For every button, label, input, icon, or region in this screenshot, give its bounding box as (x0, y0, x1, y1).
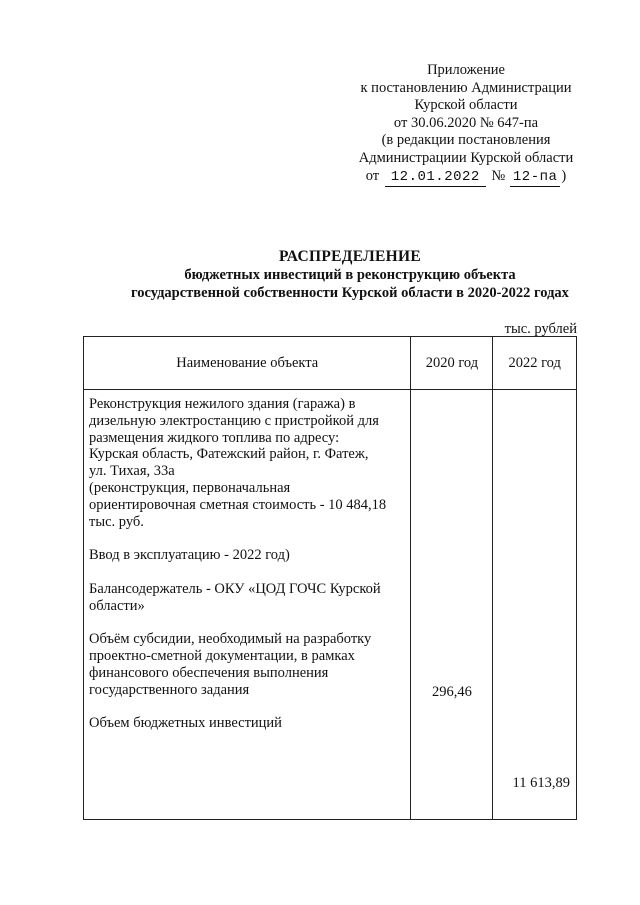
title-main: РАСПРЕДЕЛЕНИЕ (279, 248, 421, 265)
subsidy-line: Объём субсидии, необходимый на разработку (89, 631, 372, 648)
holder-line: области» (89, 597, 145, 614)
table-row (84, 390, 577, 820)
amendment-number: 12-па (510, 169, 561, 188)
description-line: Реконструкция нежилого здания (гаража) в (89, 396, 356, 412)
appendix-line-4: от 30.06.2020 № 647-па (393, 114, 539, 131)
appendix-line-2: к постановлению Администрации (360, 79, 572, 96)
units-label: тыс. рублей (504, 321, 577, 337)
value-2022: 11 613,89 (512, 775, 570, 791)
commissioning-line: Ввод в эксплуатацию - 2022 год) (89, 547, 290, 564)
subsidy-line: проектно-сметной документации, в рамках (89, 647, 355, 664)
appendix-line-6: Администрациии Курской области (358, 149, 574, 166)
document-title (60, 248, 640, 302)
header-object-name: Наименование объекта (84, 337, 411, 390)
appendix-line-1: Приложение (427, 62, 505, 78)
appendix-line-5: (в редакции постановления (381, 132, 551, 149)
holder-line: Балансодержатель - ОКУ «ЦОД ГОЧС Курской (89, 580, 381, 597)
appendix-header (340, 62, 592, 187)
description-line: (реконструкция, первоначальная (89, 479, 291, 496)
subsidy-line: государственного задания (89, 681, 250, 698)
description-line: Курская область, Фатежский район, г. Фатеж, (89, 446, 369, 463)
title-sub-2: государственной собственности Курской области в 2020-2022 годах (131, 285, 569, 301)
from-label: от (365, 167, 380, 184)
header-2022: 2022 год (493, 337, 577, 390)
description-line: ориентировочная сметная стоимость - 10 484,18 (89, 496, 387, 513)
value-2020: 296,46 (431, 684, 472, 700)
title-sub-1: бюджетных инвестиций в реконструкцию объекта (184, 267, 516, 283)
value-2020-cell (411, 390, 493, 820)
header-2020: 2020 год (411, 337, 493, 390)
investment-label: Объем бюджетных инвестиций (89, 715, 282, 732)
appendix-amendment-line (340, 168, 592, 188)
amendment-date: 12.01.2022 (385, 169, 486, 188)
number-label: № (491, 167, 506, 184)
appendix-line-3: Курской области (414, 97, 518, 114)
description-line: тыс. руб. (89, 513, 144, 530)
description-line: ул. Тихая, 33а (89, 463, 175, 480)
description-line: размещения жидкого топлива по адресу: (89, 429, 340, 446)
table-header-row (84, 337, 577, 390)
object-description-cell (84, 390, 411, 820)
close-paren: ) (561, 167, 567, 184)
description-line: дизельную электростанцию с пристройкой для (89, 412, 379, 429)
value-2022-cell (493, 390, 577, 820)
subsidy-line: финансового обеспечения выполнения (89, 664, 329, 681)
distribution-table (83, 336, 577, 820)
